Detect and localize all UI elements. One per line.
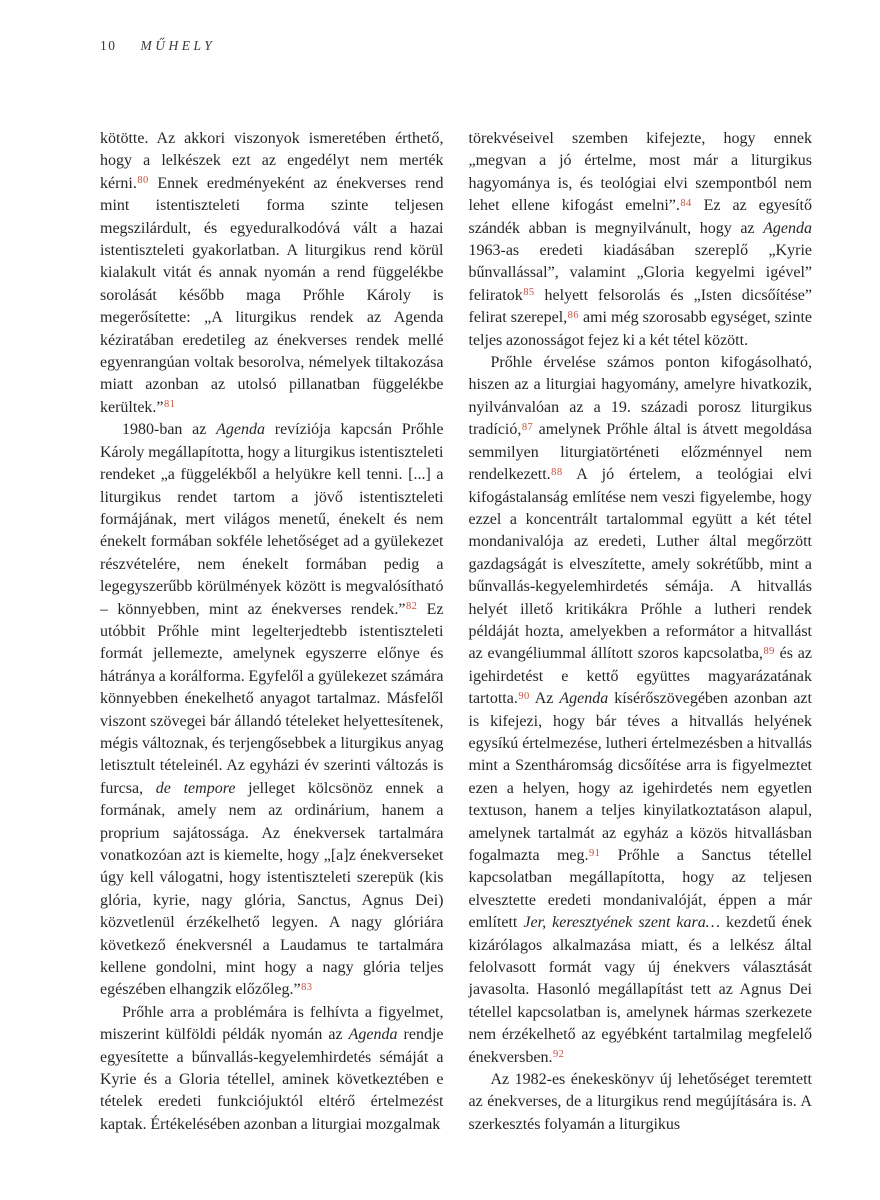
text-run: Az 1982-es énekeskönyv új lehetőséget teremtett az énekverses, de a liturgikus rend megújítására is. A szerkesztés folyamán a liturgikus bbox=[468, 1071, 812, 1133]
text-run: Agenda bbox=[763, 219, 812, 237]
footnote-ref: 80 bbox=[137, 175, 149, 187]
footnote-ref: 87 bbox=[521, 421, 534, 433]
text-run: és az igehirdetést e kettő együttes magyarázatának tartotta. bbox=[468, 645, 812, 708]
text-run: de tempore bbox=[155, 779, 236, 797]
footnote-ref: 81 bbox=[164, 399, 176, 411]
text-run: Prőhle arra a problémára is felhívta a figyelmet, miszerint külföldi példák nyomán az bbox=[100, 1003, 444, 1044]
text-run: Agenda bbox=[559, 690, 609, 708]
text-run: Prőhle érvelése számos ponton kifogásolható, hiszen az a liturgiai hagyomány, amelyre hivatkozik, nyilvánvalóan az a 19. századi porosz liturgikus tradíció, bbox=[468, 354, 812, 439]
footnote-ref: 90 bbox=[518, 690, 530, 702]
paragraph bbox=[100, 1002, 444, 1136]
text-run: 1980-ban az bbox=[122, 421, 217, 439]
text-run: Prőhle a Sanctus tétellel kapcsolatban megállapította, hogy az teljesen elvesztette eredeti mondanivalóját, éppen a már említett bbox=[468, 847, 812, 932]
paragraph bbox=[100, 419, 444, 1002]
left-column bbox=[100, 128, 444, 1136]
footnote-ref: 82 bbox=[405, 601, 418, 613]
text-block bbox=[100, 128, 812, 1136]
text-run: Jer, keresztyének szent kara… bbox=[523, 914, 720, 932]
text-run: A jó értelem, a teológiai elvi kifogástalanság említése nem veszi figyelembe, hogy ezzel a koncentrált tartalommal együtt a két tétel mondanivalója az eredeti, Luther által megőrzött gazdagságát is elveszítette, amely sokrétűbb, mint a bűnvallás-kegyelemhirdetés sémája. A hitvallás helyét illető kritikákra Prőhle a lutheri rendek példáját hozta, amelyekben a reformátor a hitvallást az evangéliummal állított szoros kapcsolatba, bbox=[468, 466, 812, 663]
text-run: kezdetű ének kizárólagos alkalmazása miatt, és a lelkész által felolvasott formát vagy új énekvers választását javasolta. Hasonló megállapítást tett az Agnus Dei tétellel kapcsolatban is, amelynek hármas szerkezete nem érzékelhető az egyébként tartalmilag megfelelő énekversben. bbox=[468, 914, 813, 1066]
text-run: Agenda bbox=[216, 421, 265, 439]
footnote-ref: 85 bbox=[523, 287, 535, 299]
text-run: Agenda bbox=[348, 1026, 398, 1044]
paragraph bbox=[469, 1069, 813, 1136]
right-column bbox=[469, 128, 813, 1136]
text-run: Ez utóbbit Prőhle mint legelterjedtebb istentiszteleti formát jellemezte, amelynek egyszerre előnye és hátránya a korálforma. Egyfelől a gyülekezet számára könnyebben énekelhető anyagot tartalmaz. Másfelől viszont szövegei bár állandó tételeket helyettesítenek, mégis változnak, és terjengősebbek a liturgikus anyag letisztult tételeinél. Az egyházi év szerinti változás is furcsa, bbox=[100, 600, 444, 797]
text-run: Ez az egyesítő szándék abban is megnyilvánult, hogy az bbox=[468, 197, 813, 237]
text-run: rendje egyesítette a bűnvallás-kegyelemhirdetés sémáját a Kyrie és a Gloria tétellel, aminek következtében e tételek eredeti funkciójuktól eltérő értelmezést kaptak. Értékelésében azonban a liturgiai mozgalmak bbox=[100, 1026, 444, 1133]
paragraph bbox=[469, 352, 813, 1069]
text-run: revíziója kapcsán Prőhle Károly megállapította, hogy a liturgikus istentiszteleti rendeket „a függelékből a helyükre kell tenni. [...] a liturgikus rendet tartom a jövő istentiszteleti formájának, mert világos menetű, énekelt és nem énekelt formában sokféle lehetőséget ad a gyülekezet részvételére, nem énekelt formában pedig a legegyszerűbb körülmények között is megvalósítható – könnyebben, mint az énekverses rendek.” bbox=[100, 421, 444, 618]
text-run: 1963-as eredeti kiadásában szereplő „Kyrie bűnvallással”, valamint „Gloria kegyelmi igével” feliratok bbox=[468, 242, 812, 304]
paragraph bbox=[100, 128, 444, 419]
paragraph bbox=[469, 128, 813, 352]
page-number: 10 bbox=[100, 38, 117, 53]
text-run: kísérőszövegében azonban azt is kifejezi, hogy bár téves a hitvallás helyének egysíkú értelmezése, lutheri értelmezésben a hitvallás mint a Szentháromság dicsőítése arra is figyelmeztet ezen a helyen, hogy az igehirdetés nem egyetlen textuson, hanem a teljes kinyilatkoztatáson alapul, amelynek tartalmát az egyház a közös hitvallásban fogalmazta meg. bbox=[468, 690, 812, 864]
footnote-ref: 84 bbox=[680, 197, 692, 209]
text-run: amelynek Prőhle által is átvett megoldása semmilyen liturgiatörténeti előzménnyel nem rendelkezett. bbox=[468, 421, 812, 484]
text-run: Az bbox=[529, 690, 560, 708]
footnote-ref: 88 bbox=[551, 466, 563, 478]
footnote-ref: 92 bbox=[552, 1049, 565, 1061]
footnote-ref: 86 bbox=[567, 309, 579, 321]
footnote-ref: 89 bbox=[763, 645, 775, 657]
section-title: MŰHELY bbox=[140, 38, 216, 53]
footnote-ref: 91 bbox=[589, 847, 601, 859]
text-run: törekvéseivel szemben kifejezte, hogy ennek „megvan a jó értelme, most már a liturgikus hagyománya is, és teológiai elvi szempontból nem lehet ellene kifogást emelni”. bbox=[468, 130, 812, 215]
text-run: helyett felsorolás és „Isten dicsőítése” felirat szerepel, bbox=[468, 286, 812, 327]
running-head bbox=[100, 38, 215, 54]
text-run: kötötte. Az akkori viszonyok ismeretében érthető, hogy a lelkészek ezt az engedélyt nem merték kérni. bbox=[100, 130, 444, 192]
text-run: Ennek eredményeként az énekverses rend mint istentiszteleti forma szinte teljesen megszilárdult, és egyeduralkodóvá vált a hazai istentiszteleti gyakorlatban. A liturgikus rend körül kialakult vitát és annak nyomán a rend függelékbe sorolását később maga Prőhle Károly is megerősítette: „A liturgikus rendek az Agenda kéziratában eredetileg az énekverses rendek mellé egyenrangúan voltak besorolva, némelyek tiltakozása miatt azonban az utolsó pillanatban függelékbe kerültek.” bbox=[100, 174, 444, 416]
text-run: ami még szorosabb egységet, szinte teljes azonosságot fejez ki a két tétel között. bbox=[468, 309, 812, 349]
text-run: jelleget kölcsönöz ennek a formának, amely nem az ordinárium, hanem a proprium sajátossága. Az énekversek tartalmára vonatkozóan azt is kiemelte, hogy „[a]z énekverseket úgy kell válogatni, hogy istentiszteleti szerepük (kis glória, kyrie, nagy glória, Sanctus, Agnus Dei) közvetlenül érzékelhető legyen. A nagy glóriára következő énekversnél a Laudamus te tartalmára kellene gondolni, mint hogy a nagy glória teljes egészében elhangzik előzőleg.” bbox=[100, 779, 444, 999]
footnote-ref: 83 bbox=[301, 981, 313, 993]
